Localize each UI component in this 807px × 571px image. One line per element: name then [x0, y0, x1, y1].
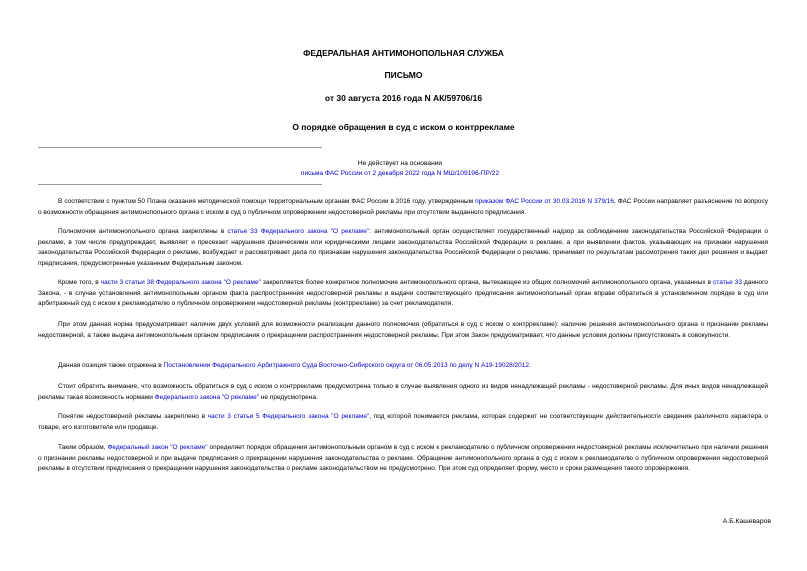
text: закрепляется более конкретное полномочие антимонопольного органа, вытекающее из общих полномочий антимонопольного органа, указанных в [260, 279, 714, 286]
link-article-5-part-3[interactable]: части 3 статьи 5 Федерального закона "О рекламе" [207, 413, 370, 420]
link-article-33-short[interactable]: статье 33 [713, 279, 742, 286]
paragraph-1 [38, 197, 768, 218]
agency-title: ФЕДЕРАЛЬНАЯ АНТИМОНОПОЛЬНАЯ СЛУЖБА [303, 48, 504, 58]
paragraph-8 [38, 443, 768, 475]
link-advertising-law[interactable]: Федерального закона "О рекламе" [154, 393, 259, 401]
document-type: ПИСЬМО [384, 70, 423, 80]
text: При этом данная норма предусматривает наличие двух условий для возможности реализации данного полномочия (обратиться в суд с иском о контррекламе): наличие решения антимонопольного органа о признании рекламы недостоверной, а также выдача антимонопольным органом предписания о прекращении распространения недостоверной рекламы. При этом Закон предусматривает, что данные условия должны присутствовать в совокупности. [38, 321, 768, 339]
paragraph-3 [38, 278, 768, 310]
link-court-ruling[interactable]: Постановлении Федерального Арбитражного Суда Восточно-Сибирского округа от 06.05.2013 по делу N А19-19028/2012 [163, 362, 530, 369]
paragraph-5 [38, 361, 768, 372]
link-order-379[interactable]: приказом ФАС России от 30.03.2016 N 379/16 [475, 198, 614, 205]
text: Данная позиция также отражена в [58, 362, 164, 369]
text: , ФАС России направляет разъяснение по вопросу о возможности обращения антимонопольного органа с иском в суд о публичном опровержении недостоверной рекламы при отсутствии выданного предписания. [38, 198, 768, 216]
divider-bottom [38, 184, 322, 185]
text: . [529, 362, 531, 369]
text: , под которой понимается реклама, которая содержит не соответствующие действительности сведения различного характера о товаре, его изготовителе или продавце. [38, 413, 768, 431]
paragraph-2 [38, 227, 768, 269]
text: Кроме того, в [58, 279, 101, 286]
text: В соответствии с пунктом 50 Плана оказания методической помощи территориальным органам ФАС России в 2016 году, утвержденным [58, 198, 476, 205]
text: Понятие недостоверной рекламы закреплено в [58, 413, 208, 420]
text: Таким образом, [58, 444, 108, 451]
signature: А.Б.Кашеваров [722, 518, 771, 525]
paragraph-6 [38, 382, 768, 403]
paragraph-7 [38, 412, 768, 433]
document-subject: О порядке обращения в суд с иском о контррекламе [292, 122, 515, 132]
notice-link[interactable]: письма ФАС России от 2 декабря 2022 года N МШ/109196-ПР/22 [300, 170, 500, 177]
link-article-33[interactable]: статье 33 Федерального закона "О рекламе" [227, 228, 370, 235]
paragraph-4 [38, 320, 768, 341]
text: определяет порядок обращения антимонопольным органом в суд с иском к рекламодателю о публичном опровержении недостоверной рекламы исключительно при наличии решения о признании рекламы недостоверной и при выдаче предписания о прекращении нарушения законодательства о рекламе. Обращение антимонопольного органа в суд с иском к рекламодателю о публичном опровержении недостоверной рекламы в отсутствии предписания о прекращении нарушения законодательства о рекламе законодательством не предусмотрено. При этом суд определяет форму, место и сроки размещения такого опровержения. [38, 444, 769, 473]
text: Стоит обратить внимание, что возможность обратиться в суд с иском о контррекламе предусмотрена только в случае выявления одного из видов ненадлежащей рекламы - недостоверной рекламы. Для иных видов ненадлежащей рекламы такая возможность нормами [38, 383, 768, 401]
document-date-number: от 30 августа 2016 года N АК/59706/16 [324, 93, 483, 103]
notice-link-line [200, 169, 600, 179]
link-article-38-part-3[interactable]: части 3 статьи 38 Федерального закона "О рекламе" [100, 279, 261, 286]
text: не предусмотрена. [259, 393, 318, 401]
link-advertising-law-2[interactable]: Федеральный закон "О рекламе" [107, 444, 208, 451]
text: данного Закона, - в случае установления антимонопольным органом факта распространения недостоверной рекламы и выдачи соответствующего предписания антимонопольный орган вправе обратиться в установленном порядке в суд или арбитражный суд с иском к рекламодателю о публичном опровержении недостоверной рекламы (контррекламе) за счет рекламодателя. [38, 279, 769, 308]
divider-top [38, 147, 322, 148]
text: : антимонопольный орган осуществляет государственный надзор за соблюдением законодательства Российской Федерации о рекламе, в том числе предупреждает, выявляет и пресекает нарушения физическими или юридическими лицами законодательства Российской Федерации о рекламе, а при выявлении фактов, указывающих на признаки нарушения законодательства Российской Федерации о рекламе, возбуждает и рассматривает дела по признакам нарушения законодательства Российской Федерации о рекламе, принимает по результатам рассмотрения таких дел решения и выдает предписания, предусмотренные указанным Федеральным законом. [38, 228, 768, 267]
text: Полномочия антимонопольного органа закреплены в [58, 228, 228, 235]
notice-text: Не действует на основании [357, 160, 443, 167]
